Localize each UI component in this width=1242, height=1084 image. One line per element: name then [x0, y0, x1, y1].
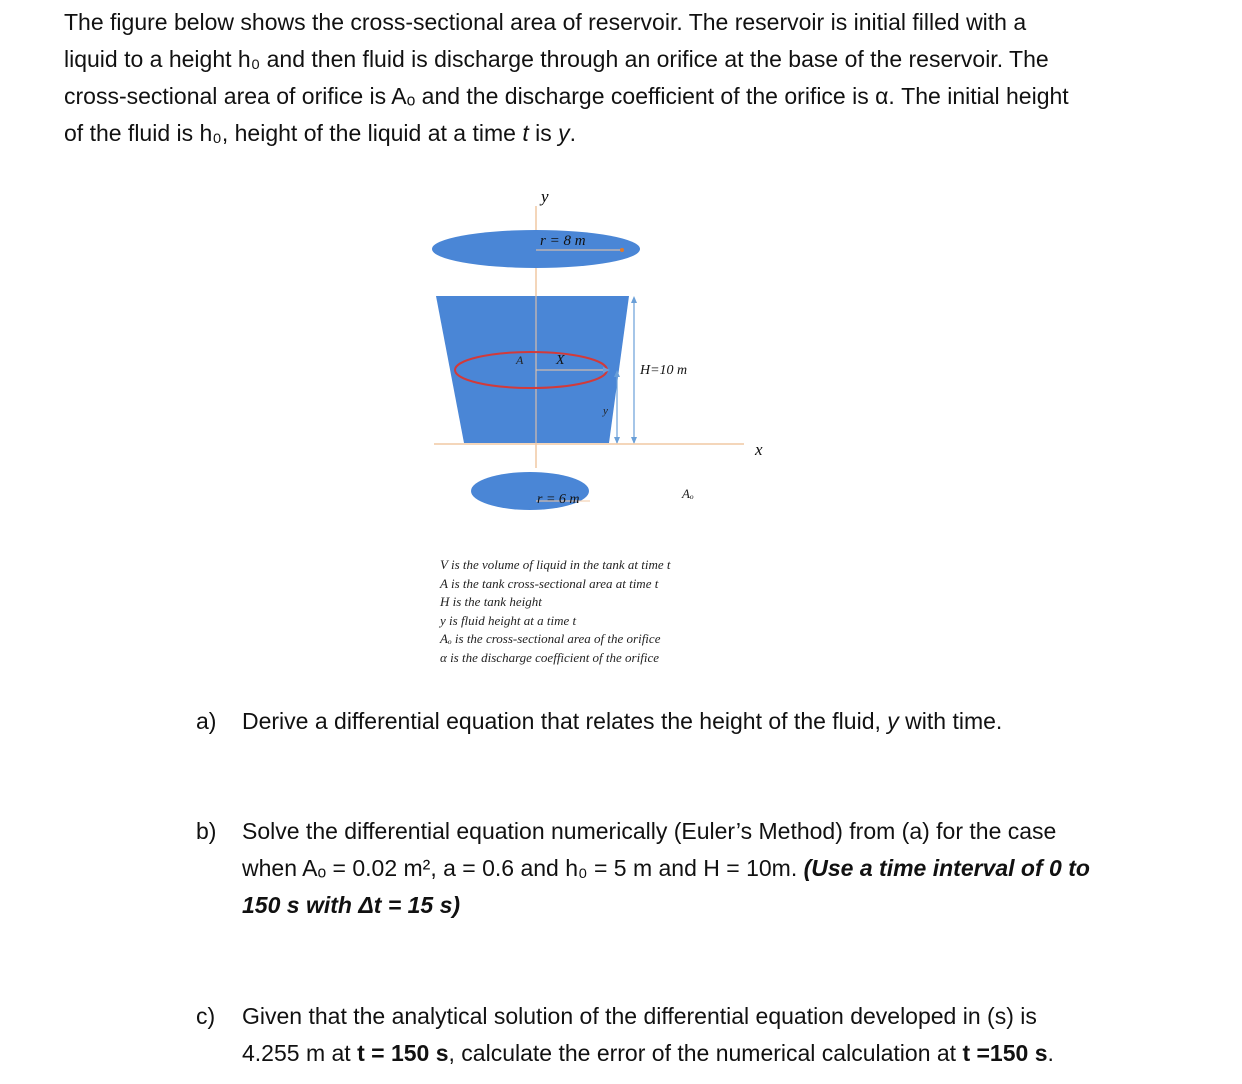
legend-line-6: α is the discharge coefficient of the orifice: [440, 649, 659, 665]
question-b-line-1: Solve the differential equation numerically (Euler’s Method) from (a) for the case: [242, 818, 1057, 844]
legend-line-4: y is fluid height at a time t: [440, 612, 577, 628]
axis-x-label: x: [755, 440, 763, 459]
fluid-height-label: y: [603, 405, 608, 417]
axis-y-label: y: [541, 187, 549, 206]
question-b-line-2: [242, 850, 1186, 887]
fluid-height-arrow-bottom: [614, 437, 620, 444]
question-a: [196, 703, 1186, 740]
problem-intro: [64, 4, 1194, 152]
intro-line-4-c: .: [569, 120, 576, 146]
height-arrow-bottom: [631, 437, 637, 444]
intro-line-4-b: is: [528, 120, 559, 146]
intro-line-2: liquid to a height h₀ and then fluid is discharge through an orifice at the base of the reservoir. The: [64, 46, 1049, 72]
question-a-text: [242, 703, 1186, 740]
question-c-label: c): [196, 1003, 216, 1029]
question-c: [196, 998, 1186, 1072]
legend-line-1: V is the volume of liquid in the tank at time t: [440, 557, 671, 572]
legend-line-5: Aₒ is the cross-sectional area of the orifice: [440, 631, 661, 646]
question-a-var-y: y: [887, 708, 899, 734]
height-arrow-top: [631, 296, 637, 303]
legend-line-3: H is the tank height: [440, 594, 542, 609]
question-c-line-1: Given that the analytical solution of the differential equation developed in (s) is: [242, 1003, 1037, 1029]
x-label: X: [556, 353, 565, 368]
question-b-line-2-text: when Aₒ = 0.02 m², a = 0.6 and h₀ = 5 m and H = 10m.: [242, 855, 804, 881]
question-b-text: [242, 813, 1186, 924]
intro-height-var: y: [558, 120, 570, 146]
question-b-line-3: 150 s with Δt = 15 s): [242, 892, 461, 918]
reservoir-diagram: [400, 178, 800, 523]
question-c-line-2: [242, 1035, 1186, 1072]
orifice-label: Aₒ: [682, 486, 694, 501]
question-a-text-b: with time.: [898, 708, 1003, 734]
question-c-line-2-a: 4.255 m at: [242, 1040, 358, 1066]
question-b-label: b): [196, 818, 217, 844]
question-a-text-a: Derive a differential equation that relates the height of the fluid,: [242, 708, 888, 734]
legend-line-2: A is the tank cross-sectional area at time t: [440, 575, 659, 591]
question-b-line-2-bold: (Use a time interval of 0 to: [803, 855, 1090, 881]
intro-time-var: t: [522, 120, 529, 146]
top-radius-dot: [620, 248, 624, 252]
figure-legend: [440, 556, 670, 667]
question-c-line-2-c: .: [1047, 1040, 1054, 1066]
intro-line-1: The figure below shows the cross-sectional area of reservoir. The reservoir is initial filled with a: [64, 9, 1027, 35]
height-label: H=10 m: [640, 363, 688, 378]
top-radius-label: r = 8 m: [540, 233, 586, 249]
question-a-label: a): [196, 708, 217, 734]
intro-line-4: [64, 115, 1194, 152]
intro-line-3: cross-sectional area of orifice is Aₒ and the discharge coefficient of the orifice is α. The initial height: [64, 83, 1069, 109]
area-label: A: [516, 353, 524, 367]
top-ellipse: [432, 230, 640, 268]
question-c-time-1: t = 150 s: [357, 1040, 449, 1066]
question-c-time-2: t =150 s: [962, 1040, 1048, 1066]
question-c-text: [242, 998, 1186, 1072]
intro-line-4-a: of the fluid is h₀, height of the liquid at a time: [64, 120, 523, 146]
question-c-line-2-b: , calculate the error of the numerical calculation at: [448, 1040, 963, 1066]
question-b: [196, 813, 1186, 924]
bottom-radius-label: r = 6 m: [537, 492, 580, 507]
